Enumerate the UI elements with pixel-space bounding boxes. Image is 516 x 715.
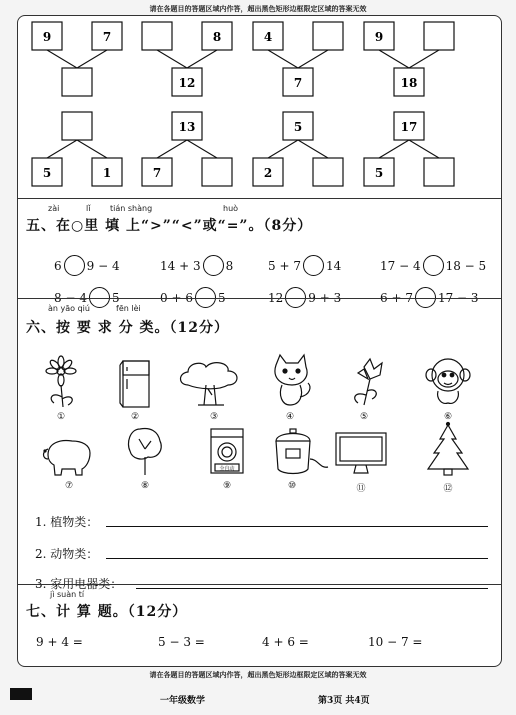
monkey-icon xyxy=(426,359,470,403)
bottom-notice: 请在各题目的答题区域内作答，超出黑色矩形边框限定区域的答案无效 xyxy=(149,670,367,679)
item-label-1: ① xyxy=(56,412,66,422)
category-appliances: 3. 家用电器类： xyxy=(35,577,123,591)
tree-branch-line xyxy=(379,140,409,158)
answer-circle[interactable] xyxy=(423,255,444,276)
bottom-tree-3-total-value: 5 xyxy=(293,120,303,134)
top-tree-3-left-value: 4 xyxy=(263,30,273,44)
pinyin-tian-shang: tián shàng xyxy=(110,204,153,213)
answer-circle[interactable] xyxy=(303,255,324,276)
answer-circle[interactable] xyxy=(64,255,85,276)
top-tree-2-sum-value: 12 xyxy=(178,76,196,90)
item-label-9: ⑨ xyxy=(222,481,232,491)
section-6 xyxy=(18,299,501,591)
pinyin-li: lǐ xyxy=(86,204,91,213)
item-label-10: ⑩ xyxy=(287,481,297,491)
tree-branch-line xyxy=(77,50,107,68)
answer-frame xyxy=(17,15,502,667)
calc-item-2: 5 − 3 = xyxy=(158,635,205,649)
tree-branch-line xyxy=(379,50,409,68)
compare-item-1-3: 5 + 7 14 xyxy=(268,255,341,276)
black-marker-box xyxy=(10,688,32,700)
lily-flower-icon xyxy=(355,359,382,405)
item-label-6: ⑥ xyxy=(443,412,453,422)
top-tree-3-right-box[interactable] xyxy=(313,22,343,50)
number-tree-diagram xyxy=(18,16,501,196)
calc-item-1: 9 + 4 = xyxy=(36,635,83,649)
item-label-8: ⑧ xyxy=(140,481,150,491)
christmas-tree-icon xyxy=(428,423,468,476)
animals-answer-line[interactable] xyxy=(106,558,488,559)
bottom-tree-3-right-box[interactable] xyxy=(313,158,343,186)
tree-branch-line xyxy=(157,140,187,158)
bottom-tree-2-right-box[interactable] xyxy=(202,158,232,186)
tree-branch-line xyxy=(268,140,298,158)
bottom-tree-1-right-value: 1 xyxy=(102,166,112,180)
tree-branch-line xyxy=(298,140,328,158)
top-tree-1-sum-box[interactable] xyxy=(62,68,92,96)
top-tree-4-left-value: 9 xyxy=(374,30,384,44)
item-label-12: ⑫ xyxy=(443,484,453,494)
compare-item-1-2: 14 + 3 8 xyxy=(160,255,233,276)
answer-circle[interactable] xyxy=(203,255,224,276)
cat-icon xyxy=(275,355,310,405)
item-label-2: ② xyxy=(130,412,140,422)
section-5-heading: 五、在○里 填 上“>”“<”或“=”。（8分） xyxy=(26,218,313,234)
flower-icon xyxy=(46,356,76,407)
item-label-11: ⑪ xyxy=(356,484,366,494)
washer-label-text: 全自动 xyxy=(219,466,235,472)
bottom-tree-2-total-value: 13 xyxy=(178,120,196,134)
bottom-tree-4-left-value: 5 xyxy=(374,166,384,180)
items-illustration xyxy=(18,299,501,499)
top-tree-4-right-box[interactable] xyxy=(424,22,454,50)
pinyin-huo: huò xyxy=(223,204,239,213)
pinyin-fen-lei: fēn lèi xyxy=(116,304,141,313)
item-label-4: ④ xyxy=(285,412,295,422)
bottom-tree-1-left-value: 5 xyxy=(42,166,52,180)
bottom-tree-4-total-value: 17 xyxy=(400,120,418,134)
bottom-tree-3-left-value: 2 xyxy=(263,166,273,180)
bottom-tree-4-right-box[interactable] xyxy=(424,158,454,186)
category-plants: 1. 植物类： xyxy=(35,515,99,529)
compare-item-2-1: 8 − 4 5 xyxy=(54,287,120,308)
compare-item-1-4: 17 − 4 18 − 5 xyxy=(380,255,486,276)
compare-item-2-4: 6 + 7 17 − 3 xyxy=(380,287,479,308)
tree-branch-line xyxy=(187,140,217,158)
calc-item-4: 10 − 7 = xyxy=(368,635,423,649)
pinyin-ji-suan-ti: jì suàn tí xyxy=(50,590,85,599)
tree-branch-line xyxy=(187,50,217,68)
pinyin-an-yao-qiu: àn yāo qiú xyxy=(48,304,90,313)
top-tree-4-sum-value: 18 xyxy=(400,76,418,90)
tree-branch-line xyxy=(268,50,298,68)
top-tree-2-left-box[interactable] xyxy=(142,22,172,50)
tree-branch-line xyxy=(157,50,187,68)
footer-page-number: 第3页 共4页 xyxy=(318,696,370,706)
bear-icon xyxy=(44,441,91,475)
bottom-tree-2-left-value: 7 xyxy=(152,166,162,180)
tree-branch-line xyxy=(77,140,107,158)
item-label-3: ③ xyxy=(209,412,219,422)
compare-item-2-2: 0 + 6 5 xyxy=(160,287,226,308)
tree-icon xyxy=(181,363,238,405)
tree-branch-line xyxy=(47,50,77,68)
plants-answer-line[interactable] xyxy=(106,526,488,527)
top-tree-2-right-value: 8 xyxy=(212,30,222,44)
bottom-tree-1-total-box[interactable] xyxy=(62,112,92,140)
top-tree-3-sum-value: 7 xyxy=(293,76,303,90)
section-6-heading: 六、按 要 求 分 类。（12分） xyxy=(26,320,229,336)
television-icon xyxy=(336,433,386,473)
category-animals: 2. 动物类： xyxy=(35,547,99,561)
top-tree-1-right-value: 7 xyxy=(102,30,112,44)
tree-branch-line xyxy=(409,140,439,158)
section-7 xyxy=(18,585,501,665)
rice-cooker-icon xyxy=(276,429,328,474)
section-7-heading: 七、计 算 题。（12分） xyxy=(26,604,188,620)
compare-item-1-1: 6 9 − 4 xyxy=(54,255,120,276)
item-label-5: ⑤ xyxy=(359,412,369,422)
compare-item-2-3: 12 9 + 3 xyxy=(268,287,341,308)
calc-item-3: 4 + 6 = xyxy=(262,635,309,649)
footer-subject: 一年级数学 xyxy=(160,696,206,706)
section-5 xyxy=(18,199,501,309)
top-tree-1-left-value: 9 xyxy=(42,30,52,44)
tree-branch-line xyxy=(298,50,328,68)
number-tree-section xyxy=(18,16,501,196)
tree-branch-line xyxy=(47,140,77,158)
tree-branch-line xyxy=(409,50,439,68)
bare-tree-icon xyxy=(128,429,161,476)
pinyin-zai: zài xyxy=(48,204,60,213)
refrigerator-icon xyxy=(120,361,149,407)
top-notice: 请在各题目的答题区域内作答，超出黑色矩形边框限定区域的答案无效 xyxy=(149,4,367,13)
item-label-7: ⑦ xyxy=(64,481,74,491)
